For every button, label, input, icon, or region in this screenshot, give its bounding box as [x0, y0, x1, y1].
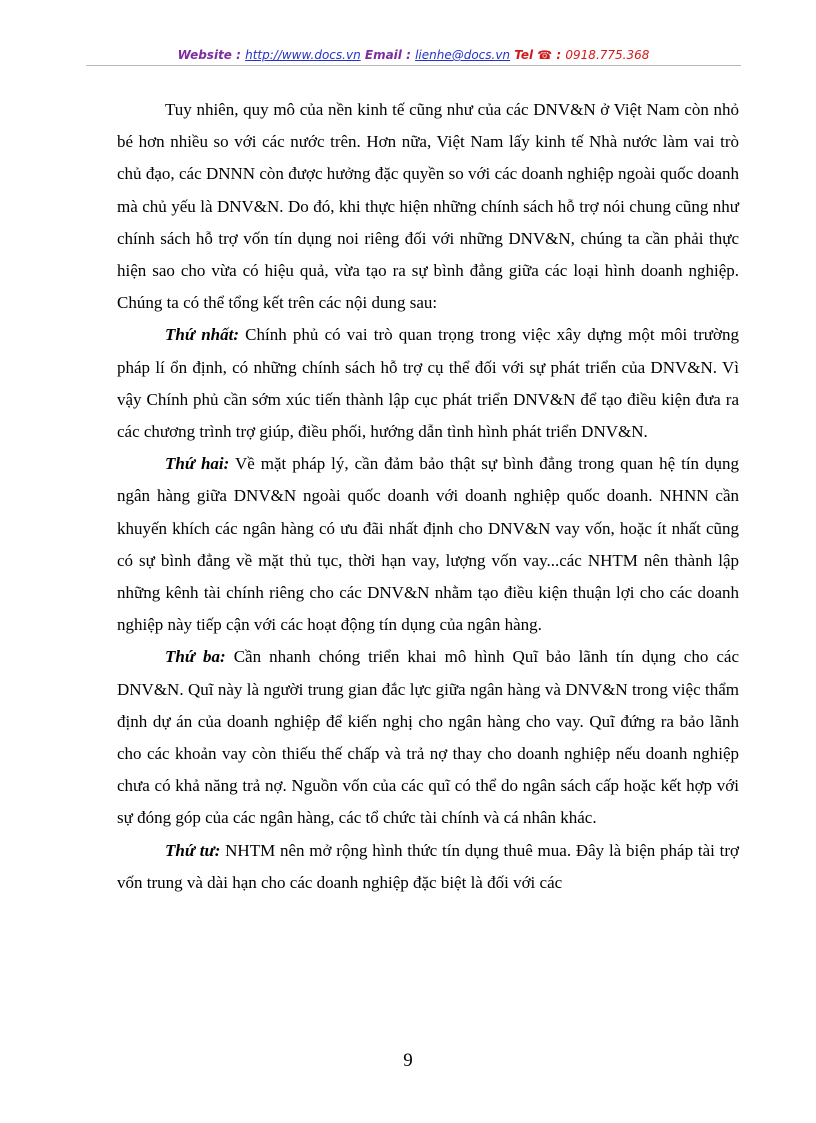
- paragraph-fourth: Thứ tư: NHTM nên mở rộng hình thức tín dụng thuê mua. Đây là biện pháp tài trợ vốn trung và dài hạn cho các doanh nghiệp đặc biệt là đối với các: [117, 840, 739, 892]
- website-link[interactable]: http://www.docs.vn: [245, 48, 361, 62]
- email-label: Email :: [364, 48, 416, 62]
- email-link[interactable]: lienhe@docs.vn: [415, 48, 511, 62]
- header-divider: [86, 65, 741, 66]
- tel-number: 0918.775.368: [565, 48, 650, 62]
- page-number: 9: [403, 1050, 413, 1071]
- paragraph-lead: Thứ ba:: [165, 647, 226, 667]
- paragraph-third: Thứ ba: Cần nhanh chóng triển khai mô hình Quĩ bảo lãnh tín dụng cho các DNV&N. Quĩ này là người trung gian đắc lực giữa ngân hàng và DNV&N trong việc thẩm định dự án của doanh nghiệp để kiến nghị cho ngân hàng cho vay. Quĩ đứng ra bảo lãnh cho các khoản vay còn thiếu thế chấp và trả nợ thay cho doanh nghiệp nếu doanh nghiệp chưa có khả năng trả nợ. Nguồn vốn của các quĩ có thể do ngân sách cấp hoặc kết hợp với sự đóng góp của các ngân hàng, các tổ chức tài chính và cá nhân khác.: [117, 647, 739, 828]
- website-label: Website :: [177, 48, 246, 62]
- paragraph-intro: Tuy nhiên, quy mô của nền kinh tế cũng như của các DNV&N ở Việt Nam còn nhỏ bé hơn nhiều so với các nước trên. Hơn nữa, Việt Nam lấy kinh tế Nhà nước làm vai trò chủ đạo, các DNNN còn được hưởng đặc quyền so với các doanh nghiệp ngoài quốc doanh mà chủ yếu là DNV&N. Do đó, khi thực hiện những chính sách hỗ trợ nói chung cũng như chính sách hỗ trợ vốn tín dụng noi riêng đối với những DNV&N, chúng ta cần phải thực hiện sao cho vừa có hiệu quả, vừa tạo ra sự bình đẳng giữa các loại hình doanh nghiệp. Chúng ta có thể tổng kết trên các nội dung sau:: [117, 100, 739, 313]
- document-body: [117, 94, 739, 899]
- paragraph-first: Thứ nhất: Chính phủ có vai trò quan trọng trong việc xây dựng một môi trường pháp lí ổn định, có những chính sách hỗ trợ cụ thể đối với sự phát triển của DNV&N. Vì vậy Chính phủ cần sớm xúc tiến thành lập cục phát triển DNV&N để tạo điều kiện đưa ra các chương trình trợ giúp, điều phối, hướng dẫn tình hình phát triển DNV&N.: [117, 325, 739, 442]
- paragraph-lead: Thứ nhất:: [165, 325, 239, 345]
- paragraph-lead: Thứ tư:: [165, 840, 221, 860]
- tel-label: Tel ☎ :: [514, 48, 566, 62]
- paragraph-lead: Thứ hai:: [165, 454, 230, 474]
- paragraph-second: Thứ hai: Về mặt pháp lý, cần đảm bảo thật sự bình đẳng trong quan hệ tín dụng ngân hàng giữa DNV&N ngoài quốc doanh với doanh nghiệp quốc doanh. NHNN cần khuyến khích các ngân hàng có ưu đãi nhất định cho DNV&N vay vốn, hoặc ít nhất cũng có sự bình đẳng về mặt thủ tục, thời hạn vay, lượng vốn vay...các NHTM nên thành lập những kênh tài chính riêng cho các DNV&N nhằm tạo điều kiện thuận lợi cho các doanh nghiệp này tiếp cận với các hoạt động tín dụng của ngân hàng.: [117, 454, 739, 635]
- page-header: [86, 45, 741, 65]
